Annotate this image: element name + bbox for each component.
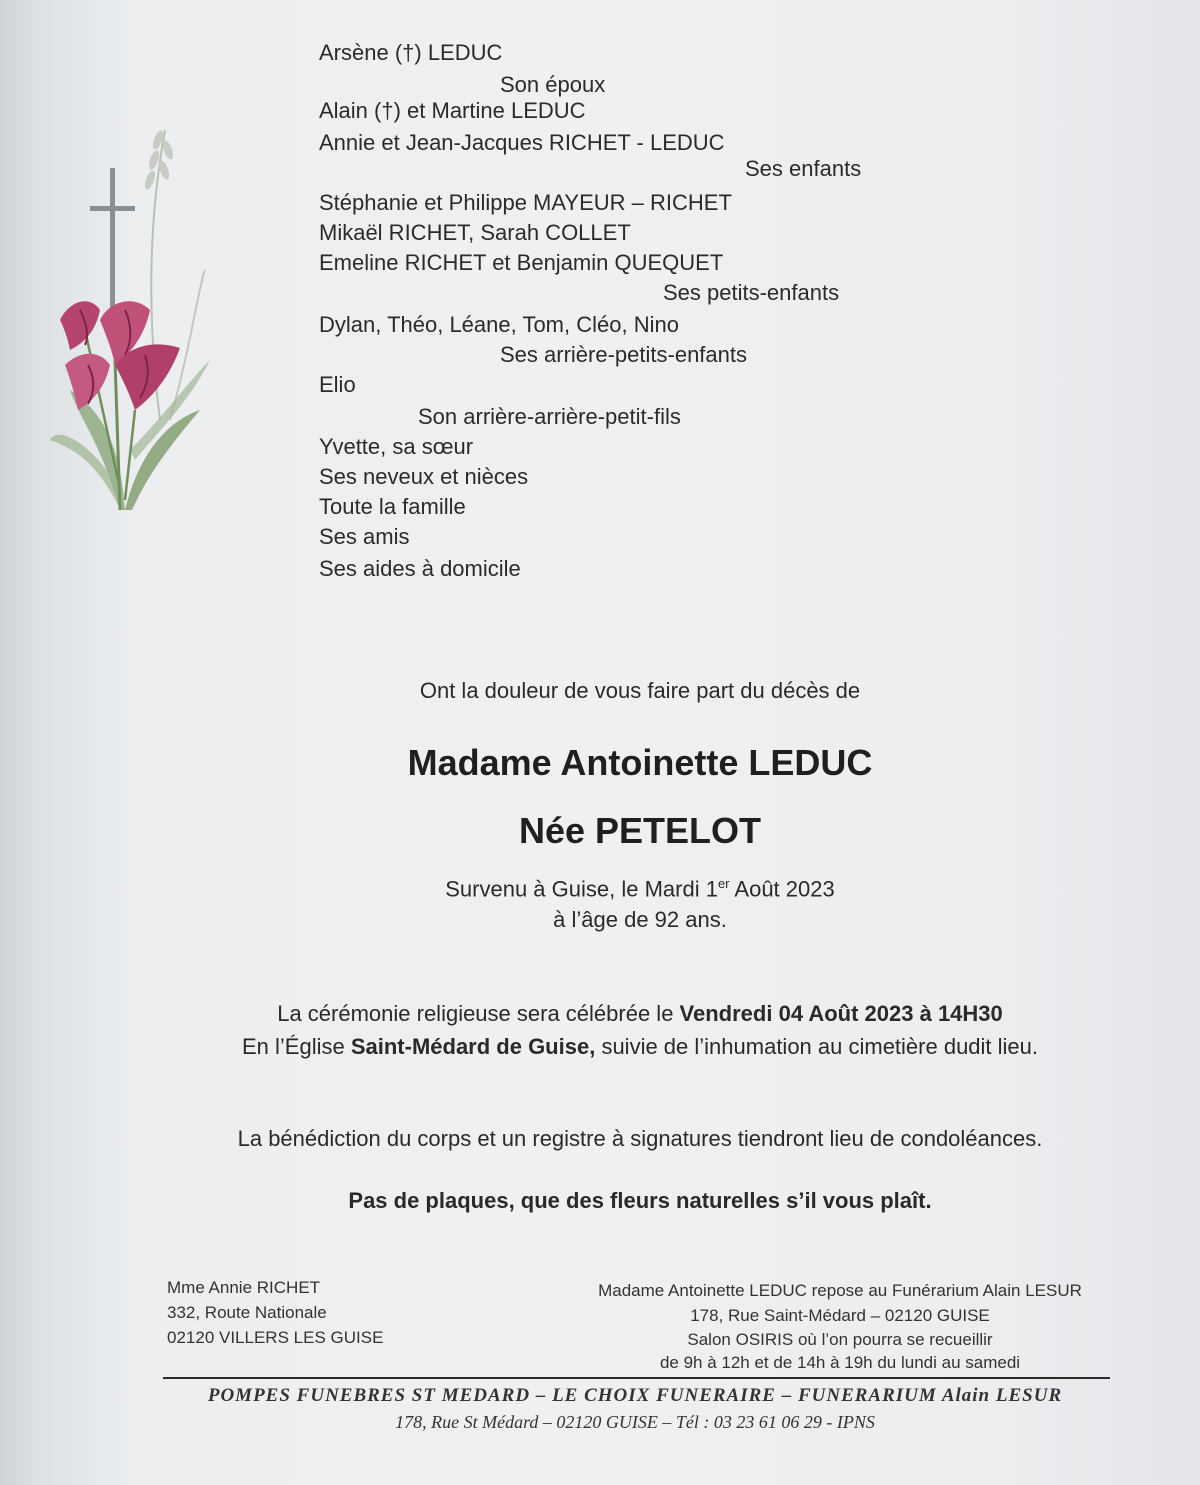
ceremony-line-1-text: La cérémonie religieuse sera célébrée le xyxy=(277,1001,680,1026)
family-member-line: Ses aides à domicile xyxy=(319,556,521,581)
footer-divider xyxy=(163,1377,1110,1379)
family-member-line: Elio xyxy=(319,372,356,397)
family-member-line: Annie et Jean-Jacques RICHET - LEDUC xyxy=(319,130,725,155)
family-relation-label: Ses enfants xyxy=(745,156,862,181)
calla-lily-cross-icon xyxy=(40,120,250,530)
death-age: à l’âge de 92 ans. xyxy=(553,907,727,932)
ceremony-line-2-suffix: suivie de l’inhumation au cimetière dudit lieu. xyxy=(595,1034,1039,1059)
funerarium-line-1: Madame Antoinette LEDUC repose au Funérarium Alain LESUR xyxy=(598,1281,1082,1300)
contact-city: 02120 VILLERS LES GUISE xyxy=(167,1328,384,1347)
family-member-line: Emeline RICHET et Benjamin QUEQUET xyxy=(319,250,724,275)
death-date-sup: er xyxy=(717,876,730,891)
ceremony-line-2-text: En l’Église xyxy=(241,1034,351,1059)
footer-address: 178, Rue St Médard – 02120 GUISE – Tél : 03 23 61 06 29 - IPNS xyxy=(395,1412,875,1432)
announcement-intro: Ont la douleur de vous faire part du décès de xyxy=(419,678,861,703)
ceremony-date: Vendredi 04 Août 2023 à 14H30 xyxy=(679,1001,1003,1026)
maiden-name: Née PETELOT xyxy=(518,810,762,851)
ceremony-line-1 xyxy=(0,1001,1200,1027)
family-relation-label: Ses petits-enfants xyxy=(663,280,840,305)
family-member-line: Yvette, sa sœur xyxy=(319,434,474,459)
funerarium-line-3: Salon OSIRIS où l’on pourra se recueillir xyxy=(687,1330,993,1349)
family-relation-label: Son arrière-arrière-petit-fils xyxy=(418,404,681,429)
deceased-name: Madame Antoinette LEDUC xyxy=(407,742,873,783)
contact-street: 332, Route Nationale xyxy=(167,1303,327,1322)
family-member-line: Dylan, Théo, Léane, Tom, Cléo, Nino xyxy=(319,312,679,337)
family-member-line: Ses amis xyxy=(319,524,410,549)
flowers-note: Pas de plaques, que des fleurs naturelles s’il vous plaît. xyxy=(348,1188,932,1213)
ceremony-church: Saint-Médard de Guise, xyxy=(350,1034,596,1059)
family-relation-label: Ses arrière-petits-enfants xyxy=(500,342,747,367)
family-member-line: Mikaël RICHET, Sarah COLLET xyxy=(319,220,631,245)
family-member-line: Arsène (†) LEDUC xyxy=(319,40,503,65)
footer-company: POMPES FUNEBRES ST MEDARD – LE CHOIX FUNERAIRE – FUNERARIUM Alain LESUR xyxy=(207,1385,1063,1406)
family-relation-label: Son époux xyxy=(500,72,606,97)
ceremony-line-2 xyxy=(0,1034,1200,1060)
contact-name: Mme Annie RICHET xyxy=(167,1278,321,1297)
family-member-line: Stéphanie et Philippe MAYEUR – RICHET xyxy=(319,190,732,215)
death-date-prefix: Survenu à Guise, le Mardi 1 xyxy=(445,876,718,902)
family-member-line: Ses neveux et nièces xyxy=(319,464,529,489)
family-member-line: Toute la famille xyxy=(319,494,466,519)
funerarium-line-2: 178, Rue Saint-Médard – 02120 GUISE xyxy=(690,1306,990,1325)
condolences-note: La bénédiction du corps et un registre à signatures tiendront lieu de condoléances. xyxy=(237,1126,1043,1151)
death-date xyxy=(0,876,1200,902)
funerarium-line-4: de 9h à 12h et de 14h à 19h du lundi au samedi xyxy=(659,1353,1021,1372)
family-member-line: Alain (†) et Martine LEDUC xyxy=(319,98,586,123)
death-date-suffix: Août 2023 xyxy=(729,876,835,902)
